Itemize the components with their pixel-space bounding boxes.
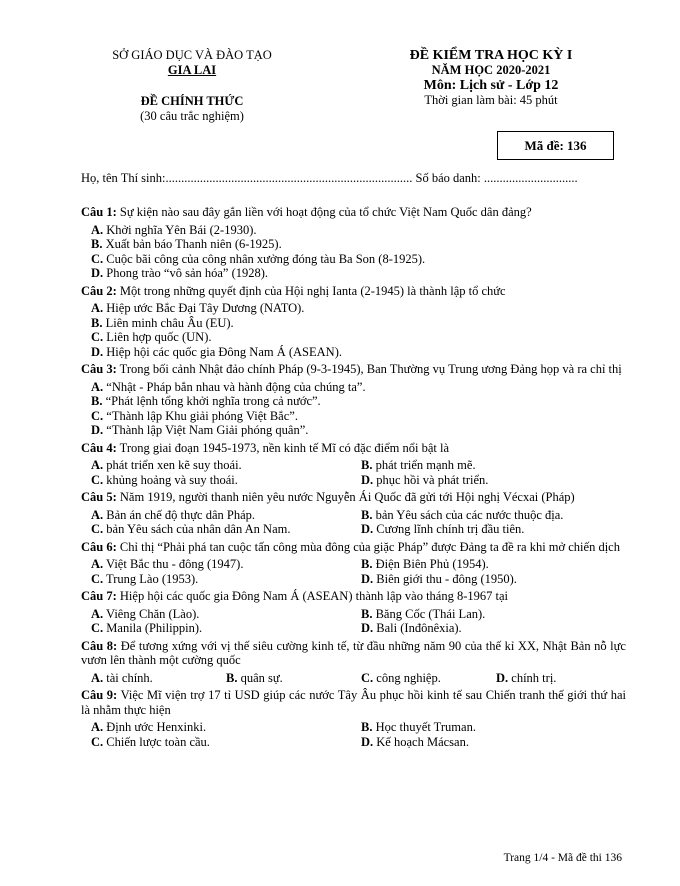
question-text: Một trong những quyết định của Hội nghị Ianta (2-1945) là thành lập tổ chức [116, 283, 506, 298]
question-1 [81, 205, 626, 281]
province-name: GIA LAI [167, 63, 217, 77]
name-label: Họ, tên Thí sinh: [81, 171, 166, 185]
option-d: D. Biên giới thu - đông (1950). [361, 571, 517, 586]
question-2 [81, 284, 626, 360]
question-4 [81, 441, 626, 488]
option-b: B. Liên minh châu Âu (EU). [91, 315, 234, 330]
question-label: Câu 7: [81, 589, 117, 603]
question-label: Câu 3: [81, 362, 117, 376]
question-label: Câu 9: [81, 688, 118, 702]
option-b: B. Xuất bản báo Thanh niên (6-1925). [91, 237, 282, 251]
sbd-dots: .............................. [483, 171, 578, 185]
subject-line: Môn: Lịch sử - Lớp 12 [423, 78, 559, 93]
sbd-label: Số báo danh: [412, 171, 484, 185]
option-d: D. Cương lĩnh chính trị đầu tiên. [361, 522, 525, 536]
dept-name: SỞ GIÁO DỤC VÀ ĐÀO TẠO [112, 48, 272, 62]
page-footer: Trang 1/4 - Mã đề thi 136 [503, 852, 622, 864]
option-d: D. Bali (Inđônêxia). [361, 621, 462, 635]
option-c: C. bản Yêu sách của nhân dân An Nam. [91, 522, 291, 536]
question-list [81, 205, 626, 752]
exam-code: Mã đề: 136 [524, 137, 587, 153]
question-label: Câu 4: [81, 440, 117, 455]
time-limit: Thời gian làm bài: 45 phút [424, 93, 558, 107]
question-5 [81, 490, 626, 537]
option-a: A. tài chính. [91, 670, 153, 685]
question-label: Câu 8: [81, 638, 118, 653]
option-c: C. Cuộc bãi công của công nhân xưởng đóng tàu Ba Son (8-1925). [91, 251, 426, 266]
question-9 [81, 688, 626, 749]
exam-title: ĐỀ KIỂM TRA HỌC KỲ I [409, 48, 573, 63]
option-a: A. Định ước Henxinki. [91, 720, 207, 734]
candidate-info [81, 170, 621, 186]
question-label: Câu 5: [81, 490, 117, 504]
question-text: Chỉ thị “Phải phá tan cuộc tấn công mùa đông của giặc Pháp” được Đảng ta đề ra khi mở chiến dịch [116, 539, 620, 554]
option-c: C. Chiến lược toàn cầu. [91, 734, 210, 749]
question-count: (30 câu trắc nghiệm) [140, 109, 244, 123]
exam-code-box [497, 131, 614, 160]
question-text: Để tương xứng với vị thế siêu cường kinh tế, từ đầu những năm 90 của thế kỉ XX, Nhật Bản nỗ lực vươn lên thành một cường quốc [81, 638, 626, 667]
option-d: D. Kế hoạch Mácsan. [361, 734, 469, 749]
option-c: C. “Thành lập Khu giải phóng Việt Bắc”. [91, 408, 298, 423]
option-d: D. chính trị. [496, 670, 557, 685]
school-year: NĂM HỌC 2020-2021 [431, 63, 551, 77]
option-b: B. Điện Biên Phủ (1954). [361, 557, 489, 571]
question-text: Năm 1919, người thanh niên yêu nước Nguyễn Ái Quốc đã gửi tới Hội nghị Vécxai (Pháp) [116, 490, 575, 504]
option-d: D. “Thành lập Việt Nam Giải phóng quân”. [91, 423, 309, 437]
option-d: D. phục hồi và phát triển. [361, 472, 489, 487]
question-8 [81, 639, 626, 686]
option-b: B. “Phát lệnh tổng khởi nghĩa trong cả nước”. [91, 394, 321, 408]
question-6 [81, 540, 626, 587]
question-7 [81, 589, 626, 636]
option-c: C. công nghiệp. [361, 670, 441, 685]
option-a: A. Viêng Chăn (Lào). [91, 606, 200, 621]
option-c: C. Trung Lào (1953). [91, 571, 199, 586]
question-label: Câu 6: [81, 539, 117, 554]
question-text: Trong giai đoạn 1945-1973, nền kinh tế Mĩ có đặc điểm nổi bật là [116, 440, 450, 455]
option-a: A. “Nhật - Pháp bắn nhau và hành động của chúng ta”. [91, 379, 366, 394]
question-text: Sự kiện nào sau đây gắn liền với hoạt động của tổ chức Việt Nam Quốc dân đảng? [116, 205, 532, 219]
option-a: A. Việt Bắc thu - đông (1947). [91, 557, 244, 571]
option-b: B. bản Yêu sách của các nước thuộc địa. [361, 507, 564, 522]
question-label: Câu 2: [81, 283, 117, 298]
option-b: B. Băng Cốc (Thái Lan). [361, 606, 486, 621]
option-b: B. quân sự. [226, 670, 283, 685]
question-text: Việc Mĩ viện trợ 17 tỉ USD giúp các nước Tây Âu phục hồi kinh tế sau Chiến tranh thế giới thứ hai là nhằm thực hiện [81, 688, 626, 717]
option-d: D. Phong trào “vô sản hóa” (1928). [91, 266, 269, 280]
name-dots: ............................................................................... [165, 171, 413, 185]
option-c: C. khủng hoảng và suy thoái. [91, 472, 238, 487]
official-label: ĐỀ CHÍNH THỨC [140, 94, 244, 108]
question-text: Trong bối cảnh Nhật đảo chính Pháp (9-3-1945), Ban Thường vụ Trung ương Đảng họp và ra chỉ thị [116, 362, 622, 376]
question-label: Câu 1: [81, 205, 117, 219]
option-a: A. Hiệp ước Bắc Đại Tây Dương (NATO). [91, 301, 305, 315]
header-right [352, 48, 630, 108]
question-3 [81, 362, 626, 438]
header-left [92, 48, 292, 124]
option-c: C. Manila (Philippin). [91, 621, 203, 635]
option-a: A. phát triển xen kẽ suy thoái. [91, 458, 242, 472]
option-b: B. phát triển mạnh mẽ. [361, 458, 476, 472]
question-text: Hiệp hội các quốc gia Đông Nam Á (ASEAN) thành lập vào tháng 8-1967 tại [116, 589, 509, 603]
option-c: C. Liên hợp quốc (UN). [91, 330, 212, 344]
option-a: A. Bản án chế độ thực dân Pháp. [91, 507, 256, 522]
option-b: B. Học thuyết Truman. [361, 720, 476, 734]
option-d: D. Hiệp hội các quốc gia Đông Nam Á (ASEAN). [91, 344, 342, 359]
option-a: A. Khởi nghĩa Yên Bái (2-1930). [91, 222, 257, 237]
